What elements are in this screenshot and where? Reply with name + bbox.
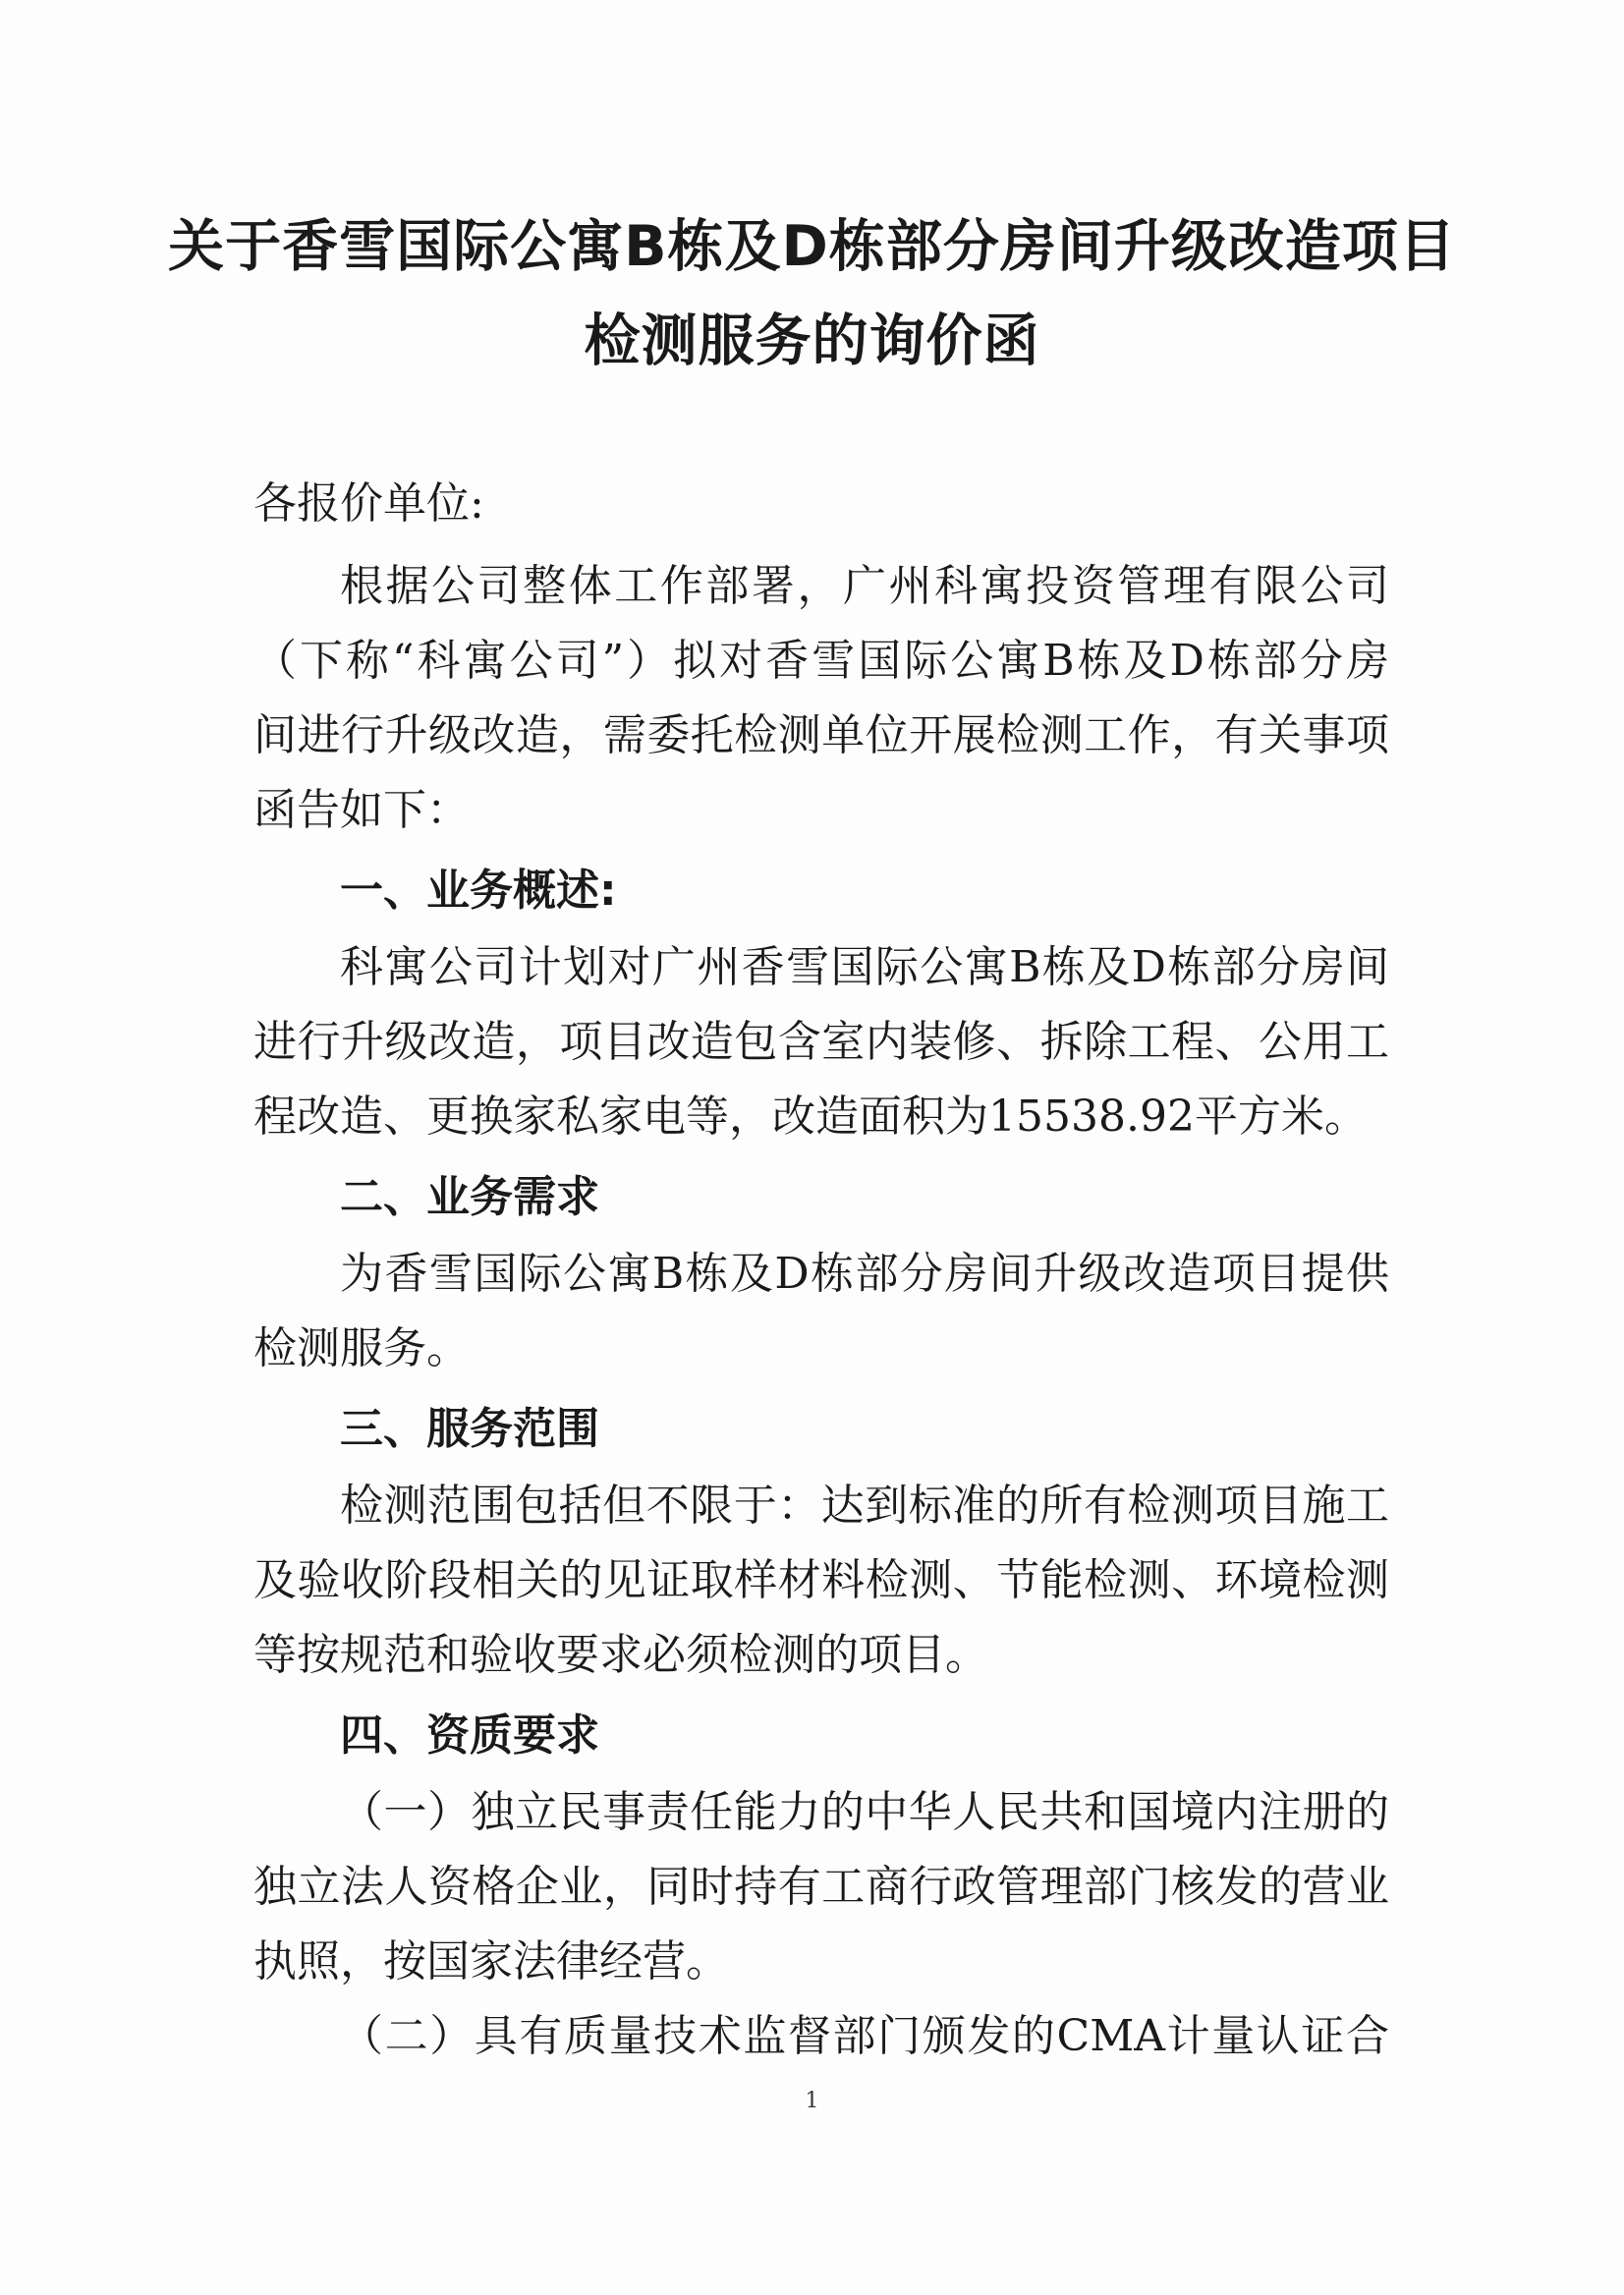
qualification-line-2: 独立法人资格企业，同时持有工商行政管理部门核发的营业 [253, 1862, 1389, 1912]
section-heading-qualification: 四、资质要求 [340, 1710, 599, 1761]
intro-line-2: （下称“科寓公司”）拟对香雪国际公寓B栋及D栋部分房 [253, 636, 1389, 686]
requirements-line-1: 为香雪国际公寓B栋及D栋部分房间升级改造项目提供 [340, 1249, 1389, 1299]
requirements-line-2: 检测服务。 [253, 1323, 470, 1373]
intro-line-4: 函告如下： [253, 785, 470, 835]
section-heading-scope: 三、服务范围 [340, 1404, 599, 1454]
salutation: 各报价单位: [253, 478, 484, 529]
scope-line-1: 检测范围包括但不限于：达到标准的所有检测项目施工 [340, 1481, 1389, 1531]
intro-line-3: 间进行升级改造，需委托检测单位开展检测工作，有关事项 [253, 710, 1389, 760]
overview-line-2: 进行升级改造，项目改造包含室内装修、拆除工程、公用工 [253, 1017, 1389, 1067]
qualification-line-1: （一）独立民事责任能力的中华人民共和国境内注册的 [340, 1787, 1389, 1837]
intro-line-1: 根据公司整体工作部署，广州科寓投资管理有限公司 [340, 561, 1389, 611]
document-title-line-1: 关于香雪国际公寓B栋及D栋部分房间升级改造项目 [168, 214, 1456, 279]
document-title-line-2: 检测服务的询价函 [584, 308, 1040, 373]
qualification-line-3: 执照，按国家法律经营。 [253, 1936, 729, 1987]
section-heading-overview: 一、业务概述: [340, 866, 617, 916]
overview-line-1: 科寓公司计划对广州香雪国际公寓B栋及D栋部分房间 [340, 942, 1389, 992]
page-number: 1 [805, 2089, 819, 2113]
qualification-line-4: （二）具有质量技术监督部门颁发的CMA计量认证合 [340, 2011, 1389, 2061]
overview-line-3: 程改造、更换家私家电等，改造面积为15538.92平方米。 [253, 1092, 1368, 1142]
scope-line-2: 及验收阶段相关的见证取样材料检测、节能检测、环境检测 [253, 1555, 1389, 1605]
scope-line-3: 等按规范和验收要求必须检测的项目。 [253, 1630, 988, 1680]
section-heading-requirements: 二、业务需求 [340, 1172, 599, 1222]
